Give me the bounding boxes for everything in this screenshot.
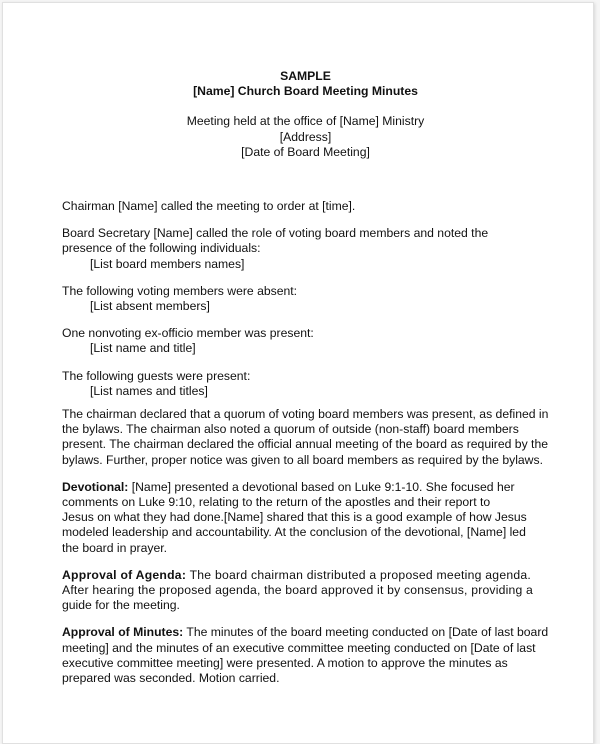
- devotional-line: modeled leadership and accountability. At the conclusion of the devotional, [Name] led: [62, 525, 526, 540]
- roll-call-list: [List board members names]: [90, 256, 245, 271]
- devotional-line: the board in prayer.: [62, 540, 168, 555]
- absent-intro: The following voting members were absent:: [62, 283, 298, 298]
- location-line: Meeting held at the office of [Name] Ministry: [186, 114, 425, 129]
- agenda-paragraph: [62, 568, 549, 614]
- minutes-line: executive committee meeting] were presented. A motion to approve the minutes as: [62, 655, 508, 670]
- minutes-label: Approval of Minutes:: [62, 625, 184, 640]
- devotional-paragraph: [62, 480, 549, 556]
- minutes-line: meeting] and the minutes of an executive committee meeting conducted on [Date of last: [62, 640, 536, 655]
- quorum-line: the bylaws. The chairman also noted a quorum of outside (non-staff) board members: [62, 422, 519, 437]
- guests-list: [List names and titles]: [90, 383, 208, 398]
- quorum-paragraph: [62, 407, 549, 468]
- agenda-line: The board chairman distributed a proposed meeting agenda.: [186, 567, 532, 582]
- guests-intro: The following guests were present:: [62, 368, 251, 383]
- agenda-line: After hearing the proposed agenda, the board approved it by consensus, providing a: [62, 583, 534, 598]
- minutes-line: prepared was seconded. Motion carried.: [62, 671, 280, 686]
- minutes-paragraph: [62, 625, 549, 686]
- devotional-line: comments on Luke 9:10, relating to the return of the apostles and their report to: [62, 495, 491, 510]
- absent-list: [List absent members]: [90, 299, 210, 314]
- address-line: [Address]: [279, 129, 332, 144]
- roll-call-line-1: Board Secretary [Name] called the role of voting board members and noted the: [62, 226, 489, 241]
- document-title: [Name] Church Board Meeting Minutes: [193, 84, 418, 99]
- roll-call-line-2: presence of the following individuals:: [62, 241, 261, 256]
- quorum-line: bylaws. Further, proper notice was given to all board members as required by the bylaws.: [62, 452, 543, 467]
- document-content: [62, 69, 549, 686]
- devotional-line: Jesus on what they had done.[Name] shared that this is a good example of how Jesus: [62, 510, 527, 525]
- quorum-line: The chairman declared that a quorum of voting board members was present, as defined in: [62, 407, 549, 422]
- document-page: [2, 2, 594, 744]
- agenda-label: Approval of Agenda:: [62, 567, 187, 582]
- meeting-date-line: [Date of Board Meeting]: [241, 144, 370, 159]
- call-to-order: Chairman [Name] called the meeting to order at [time].: [62, 199, 356, 214]
- devotional-line: [Name] presented a devotional based on Luke 9:1-10. She focused her: [128, 479, 515, 494]
- agenda-line: guide for the meeting.: [62, 598, 180, 613]
- exofficio-intro: One nonvoting ex-officio member was present:: [62, 326, 314, 341]
- minutes-line: The minutes of the board meeting conducted on [Date of last board: [183, 625, 549, 640]
- sample-label: SAMPLE: [280, 69, 331, 83]
- exofficio-list: [List name and title]: [90, 341, 196, 356]
- quorum-line: present. The chairman declared the official annual meeting of the board as required by the: [62, 437, 548, 452]
- devotional-label: Devotional:: [62, 479, 129, 494]
